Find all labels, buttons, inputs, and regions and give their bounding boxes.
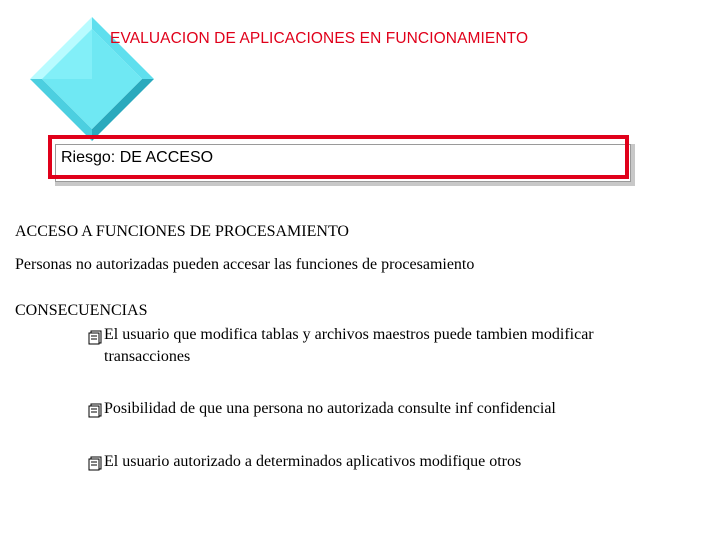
description-text: Personas no autorizadas pueden accesar las funciones de procesamiento bbox=[15, 256, 475, 273]
risk-label: Riesgo: DE ACCESO bbox=[61, 149, 214, 166]
slide-title: EVALUACION DE APLICACIONES EN FUNCIONAMIENTO bbox=[110, 30, 529, 47]
bullet-icon bbox=[88, 403, 102, 421]
consequences-heading: CONSECUENCIAS bbox=[15, 302, 148, 319]
bullet-text: Posibilidad de que una persona no autorizada consulte inf confidencial bbox=[104, 400, 556, 417]
bullet-icon bbox=[88, 330, 102, 348]
section-heading: ACCESO A FUNCIONES DE PROCESAMIENTO bbox=[15, 223, 349, 240]
diamond-highlight bbox=[42, 29, 92, 79]
bullet-text: El usuario que modifica tablas y archivos maestros puede tambien modificar bbox=[104, 326, 594, 343]
bullet-text: El usuario autorizado a determinados aplicativos modifique otros bbox=[104, 453, 522, 470]
bullet-icon bbox=[88, 456, 102, 474]
bullet-text-continuation: transacciones bbox=[104, 348, 191, 365]
